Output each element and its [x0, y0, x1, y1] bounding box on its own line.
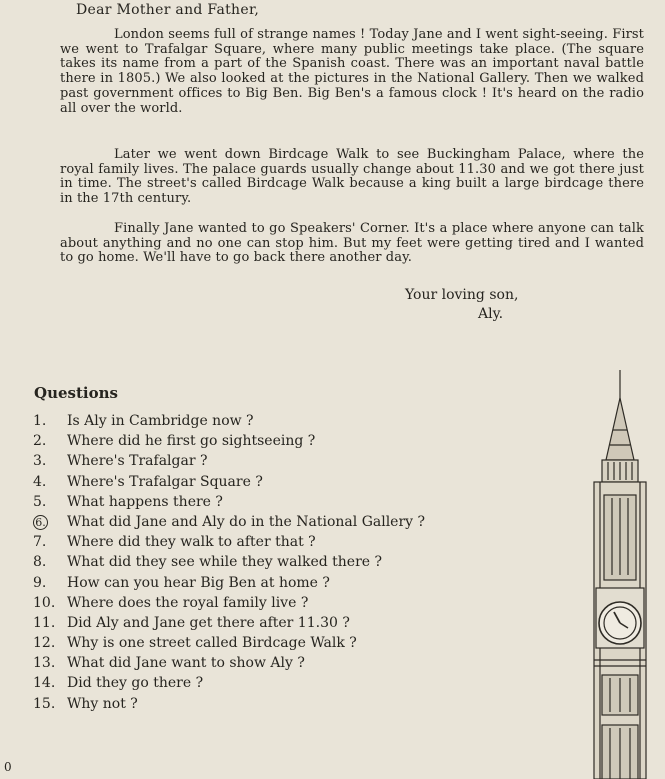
questions-list [33, 411, 425, 714]
question-item [33, 613, 425, 633]
question-number: 4. [33, 473, 47, 490]
question-item [33, 492, 425, 512]
letter-paragraph-1 [60, 28, 644, 116]
question-number-circled [33, 512, 67, 532]
letter-paragraph-2 [60, 148, 644, 207]
question-text: Where did he first go sightseeing ? [67, 433, 316, 450]
question-item [33, 573, 425, 593]
question-item [33, 673, 425, 693]
question-text: What happens there ? [67, 493, 223, 510]
paragraph-text: Finally Jane wanted to go Speakers' Corner. It's a place where anyone can talk about anything and no one can stop him. But my feet were getting tired and I wanted to go home. We'll have to go back there another day. [60, 221, 644, 266]
question-number: 10. [33, 594, 56, 611]
question-text: Why is one street called Birdcage Walk ? [67, 635, 357, 652]
question-item [33, 472, 425, 492]
question-text: What did Jane and Aly do in the National Gallery ? [67, 513, 426, 530]
question-text: Where's Trafalgar Square ? [67, 473, 263, 490]
question-text: Where did they walk to after that ? [67, 534, 316, 551]
question-text: How can you hear Big Ben at home ? [67, 574, 330, 591]
paragraph-text: London seems full of strange names ! Today Jane and I went sight-seeing. First we went to Trafalgar Square, where many public meetings take place. (The square takes its name from a part of the Spanish coast. There was an important naval battle there in 1805.) We also looked at the pictures in the National Gallery. Then we walked past government offices to Big Ben. Big Ben's a famous clock ! It's heard on the radio all over the world. [60, 27, 644, 116]
question-item [33, 653, 425, 673]
question-item [33, 633, 425, 653]
question-item [33, 552, 425, 572]
letter-salutation: Dear Mother and Father, [76, 2, 260, 18]
paragraph-text: Later we went down Birdcage Walk to see Buckingham Palace, where the royal family lives. The palace guards usually change about 11.30 and we got there just in time. The street's called Birdcage Walk because a king built a large birdcage there in the 17th century. [60, 147, 644, 207]
question-number: 1. [33, 413, 47, 429]
question-number: 12. [33, 635, 56, 652]
letter-closing: Your loving son, [405, 287, 519, 303]
big-ben-illustration [590, 370, 665, 779]
question-item [33, 512, 425, 532]
question-number: 13. [33, 655, 56, 672]
question-number: 11. [33, 614, 56, 631]
question-number: 5. [33, 493, 47, 510]
question-item [33, 532, 425, 552]
letter-paragraph-3 [60, 222, 644, 266]
question-number: 7. [33, 534, 47, 551]
question-number: 3. [33, 453, 47, 470]
question-text: Did Aly and Jane get there after 11.30 ? [67, 614, 350, 631]
question-number: 14. [33, 675, 56, 692]
question-number: 8. [33, 554, 47, 571]
question-number: 9. [33, 574, 47, 591]
question-text: Did they go there ? [67, 675, 204, 692]
question-text: What did Jane want to show Aly ? [67, 655, 305, 672]
question-text: Where's Trafalgar ? [67, 453, 208, 470]
question-text: Where does the royal family live ? [67, 594, 309, 611]
question-item [33, 431, 425, 451]
question-item [33, 694, 425, 714]
questions-heading: Questions [34, 384, 118, 402]
question-item [33, 451, 425, 471]
circled-number: 6. [33, 515, 48, 530]
letter-signature: Aly. [478, 306, 504, 322]
page-marker: 0 [4, 760, 12, 774]
question-number: 15. [33, 695, 56, 712]
question-text: Why not ? [67, 695, 138, 712]
question-item [33, 593, 425, 613]
question-text: What did they see while they walked there ? [67, 554, 382, 571]
question-number: 2. [33, 433, 47, 450]
question-item [33, 411, 425, 431]
question-text: Is Aly in Cambridge now ? [67, 413, 254, 429]
